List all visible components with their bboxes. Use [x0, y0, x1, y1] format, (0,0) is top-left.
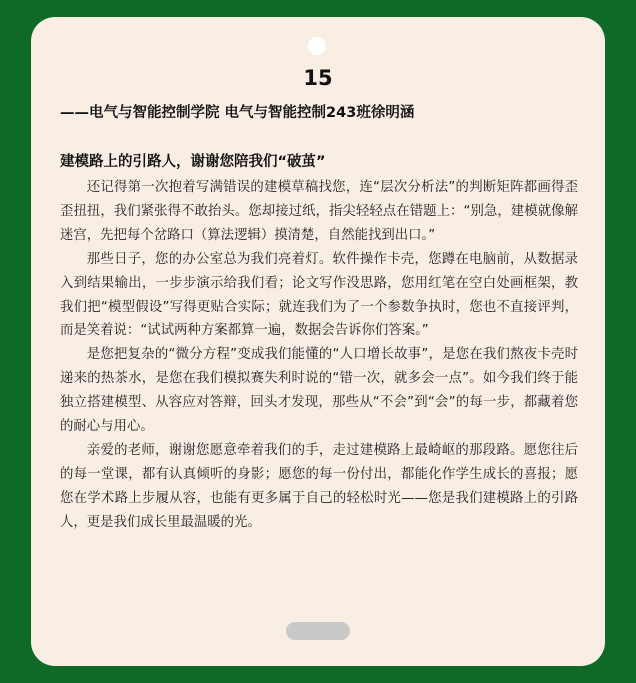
scroll-indicator[interactable]	[286, 622, 350, 640]
letter-heading: 建模路上的引路人，谢谢您陪我们“破茧”	[60, 154, 326, 170]
paragraph: 那些日子，您的办公室总为我们亮着灯。软件操作卡壳，您蹲在电脑前，从数据录入到结果输出，一步步演示给我们看；论文写作没思路，您用红笔在空白处画框架，教我们把“模型假设”写得更贴合实际；就连我们为了一个参数争执时，您也不直接评判，而是笑着说：“试试两种方案都算一遍，数据会告诉你们答案。”	[60, 251, 578, 339]
letter-card	[31, 17, 605, 666]
paragraph: 还记得第一次抱着写满错误的建模草稿找您，连“层次分析法”的判断矩阵都画得歪歪扭扭，我们紧张得不敢抬头。您却接过纸，指尖轻轻点在错题上：“别急，建模就像解迷宫，先把每个岔路口（算法逻辑）摸清楚，自然能找到出口。”	[60, 180, 578, 243]
punch-hole-decoration	[308, 37, 326, 55]
page-number: 15	[303, 66, 333, 90]
author-byline: ——电气与智能控制学院 电气与智能控制243班徐明涵	[60, 105, 415, 121]
paragraph: 亲爱的老师，谢谢您愿意牵着我们的手，走过建模路上最崎岖的那段路。愿您往后的每一堂课，都有认真倾听的身影；愿您的每一份付出，都能化作学生成长的喜报；愿您在学术路上步履从容，也能有更多属于自己的轻松时光——您是我们建模路上的引路人，更是我们成长里最温暖的光。	[60, 442, 578, 530]
paragraph: 是您把复杂的“微分方程”变成我们能懂的“人口增长故事”，是您在我们熬夜卡壳时递来的热茶水，是您在我们模拟赛失利时说的“错一次，就多会一点”。如今我们终于能独立搭建模型、从容应对答辩，回头才发现，那些从“不会”到“会”的每一步，都藏着您的耐心与用心。	[60, 347, 578, 435]
letter-body	[60, 176, 578, 535]
